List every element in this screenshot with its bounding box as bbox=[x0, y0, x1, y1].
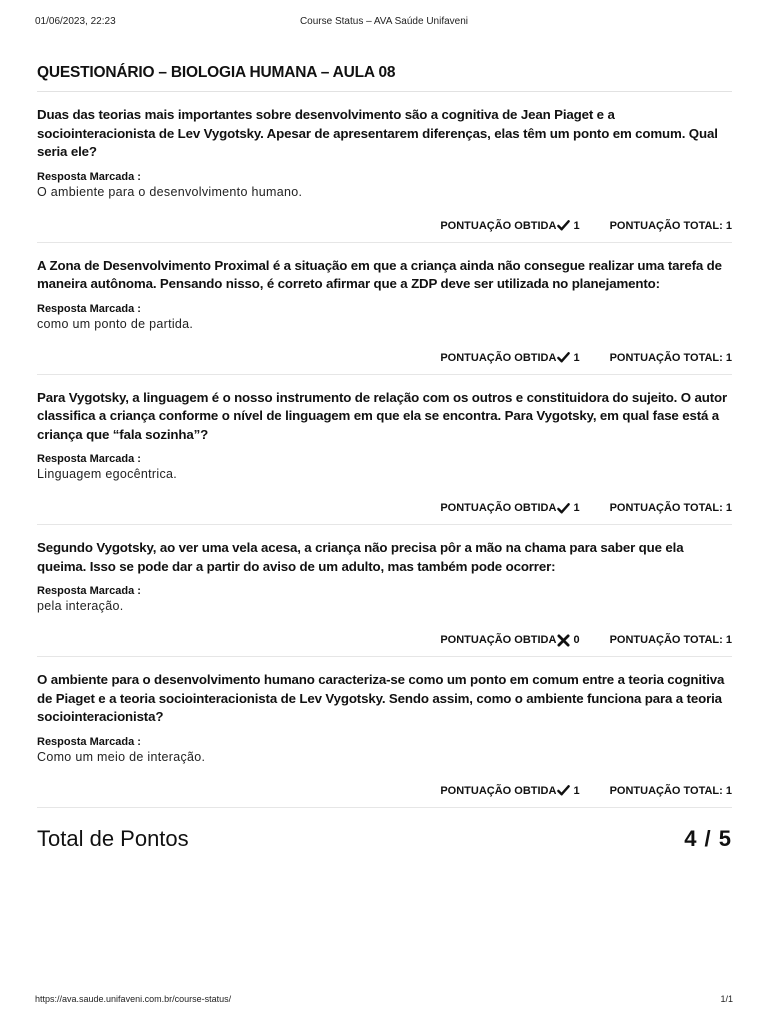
question-item bbox=[37, 92, 732, 243]
score-obtained bbox=[440, 219, 579, 232]
score-total: PONTUAÇÃO TOTAL: 1 bbox=[609, 784, 732, 797]
score-obtained-value: 1 bbox=[573, 502, 580, 514]
score-obtained bbox=[440, 784, 579, 797]
check-icon bbox=[557, 784, 570, 797]
score-obtained-label: PONTUAÇÃO OBTIDA bbox=[440, 502, 557, 514]
question-item bbox=[37, 657, 732, 808]
question-text: Segundo Vygotsky, ao ver uma vela acesa, a criança não precisa pôr a mão na chama para saber que ela queima. Isso se pode dar a partir do aviso de um adulto, mas também pode ocorrer: bbox=[37, 540, 684, 574]
check-icon bbox=[557, 219, 570, 232]
score-obtained-label: PONTUAÇÃO OBTIDA bbox=[440, 351, 557, 364]
score-obtained-label: PONTUAÇÃO OBTIDA bbox=[440, 219, 557, 232]
question-item bbox=[37, 375, 732, 526]
score-total: PONTUAÇÃO TOTAL: 1 bbox=[609, 502, 732, 514]
check-icon bbox=[557, 502, 570, 515]
print-page-number: 1/1 bbox=[720, 994, 733, 1004]
question-item bbox=[37, 243, 732, 375]
marked-answer: Linguagem egocêntrica. bbox=[37, 467, 178, 481]
score-obtained-value: 0 bbox=[573, 634, 580, 646]
answer-label: Resposta Marcada : bbox=[37, 170, 141, 183]
score-row bbox=[37, 214, 732, 238]
question-item bbox=[37, 525, 732, 657]
score-row bbox=[37, 346, 732, 370]
score-row bbox=[37, 779, 732, 803]
score-total: PONTUAÇÃO TOTAL: 1 bbox=[609, 219, 732, 232]
print-footer bbox=[0, 994, 768, 1008]
quiz-title: QUESTIONÁRIO – BIOLOGIA HUMANA – AULA 08 bbox=[37, 64, 396, 81]
score-obtained-value: 1 bbox=[573, 784, 580, 797]
answer-label: Resposta Marcada : bbox=[37, 735, 141, 748]
answer-label: Resposta Marcada : bbox=[37, 585, 141, 597]
question-text: O ambiente para o desenvolvimento humano caracteriza-se como um ponto em comum entre a teoria cognitiva de Piaget e a teoria sociointeracionista de Lev Vygotsky. Sendo assim, como o ambiente funciona para a teoria sociointeracionista? bbox=[37, 672, 725, 724]
marked-answer: Como um meio de interação. bbox=[37, 749, 206, 764]
marked-answer: pela interação. bbox=[37, 599, 124, 613]
total-points-row bbox=[37, 824, 732, 854]
marked-answer: O ambiente para o desenvolvimento humano. bbox=[37, 184, 303, 199]
score-obtained bbox=[440, 351, 579, 364]
question-text: A Zona de Desenvolvimento Proximal é a situação em que a criança ainda não consegue realizar uma tarefa de maneira autônoma. Pensando nisso, é correto afirmar que a ZDP deve ser utilizada no planejamento: bbox=[37, 257, 722, 291]
check-icon bbox=[557, 351, 570, 364]
print-header bbox=[0, 16, 768, 30]
marked-answer: como um ponto de partida. bbox=[37, 316, 194, 331]
score-total: PONTUAÇÃO TOTAL: 1 bbox=[609, 634, 732, 646]
score-row bbox=[37, 628, 732, 652]
score-total: PONTUAÇÃO TOTAL: 1 bbox=[609, 351, 732, 364]
cross-icon bbox=[557, 634, 570, 647]
answer-label: Resposta Marcada : bbox=[37, 302, 141, 315]
score-obtained bbox=[440, 502, 579, 515]
score-obtained-label: PONTUAÇÃO OBTIDA bbox=[440, 634, 557, 646]
score-obtained bbox=[440, 634, 579, 647]
score-obtained-label: PONTUAÇÃO OBTIDA bbox=[440, 784, 557, 797]
question-list bbox=[37, 92, 732, 808]
score-obtained-value: 1 bbox=[573, 351, 580, 364]
print-date: 01/06/2023, 22:23 bbox=[35, 16, 116, 27]
total-points-label: Total de Pontos bbox=[37, 825, 189, 851]
course-status-content bbox=[37, 60, 732, 854]
print-page-title: Course Status – AVA Saúde Unifaveni bbox=[299, 16, 469, 27]
print-url: https://ava.saude.unifaveni.com.br/course-status/ bbox=[35, 994, 232, 1004]
total-points-value: 4 / 5 bbox=[684, 825, 732, 851]
question-text: Duas das teorias mais importantes sobre desenvolvimento são a cognitiva de Jean Piaget e a sociointeracionista de Lev Vygotsky. Apesar de apresentarem diferenças, elas têm um ponto em comum. Qual seria ele? bbox=[37, 107, 718, 159]
question-text: Para Vygotsky, a linguagem é o nosso instrumento de relação com os outros e constituidora do sujeito. O autor classifica a criança conforme o nível de linguagem em que ela se encontra. Para Vygotsky, em qual fase está a criança que “fala sozinha”? bbox=[37, 389, 728, 442]
score-row bbox=[37, 496, 732, 520]
answer-label: Resposta Marcada : bbox=[37, 453, 141, 465]
score-obtained-value: 1 bbox=[573, 219, 580, 232]
